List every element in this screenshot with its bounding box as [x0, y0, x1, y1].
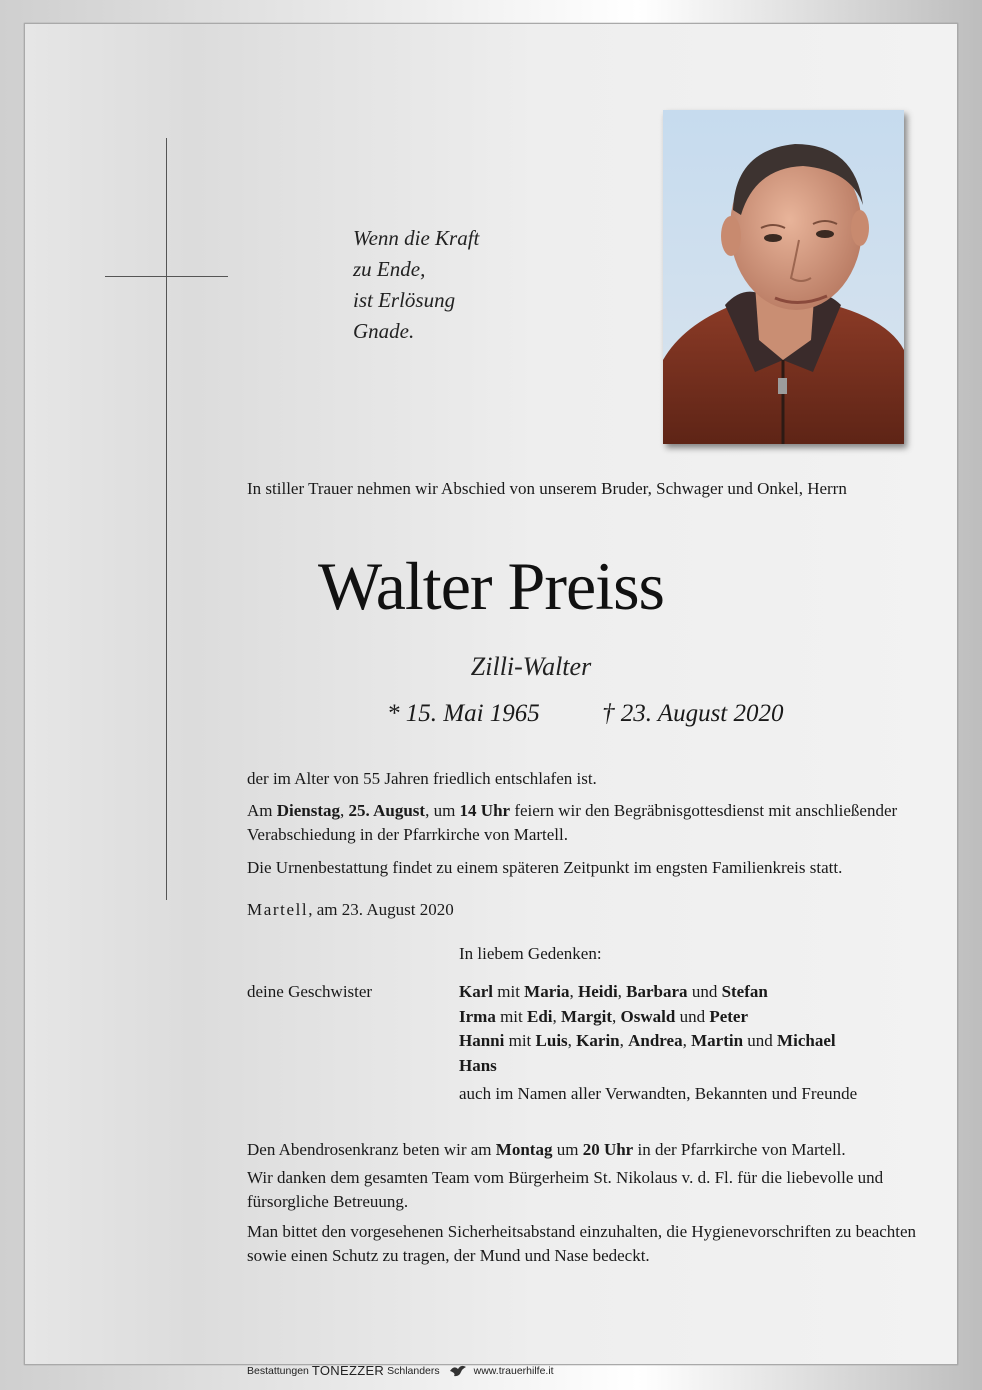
siblings-line: Hans: [459, 1055, 497, 1075]
poem-line: zu Ende,: [353, 257, 426, 281]
intro-text: In stiller Trauer nehmen wir Abschied von unserem Bruder, Schwager und Onkel, Herrn: [247, 479, 847, 498]
footer: [247, 1363, 554, 1378]
cross-horizontal-bar: [105, 276, 228, 277]
footer-url[interactable]: www.trauerhilfe.it: [473, 1364, 554, 1377]
siblings-line: Karl mit Maria, Heidi, Barbara und Stefan: [459, 982, 768, 1001]
footer-brand: TONEZZER: [311, 1363, 385, 1378]
poem-line: ist Erlösung: [353, 288, 456, 312]
deceased-name: Walter Preiss: [318, 548, 664, 624]
thanks-text: Wir danken dem gesamten Team vom Bürgerheim St. Nikolaus v. d. Fl. für die liebevolle und fürsorgliche Betreuung.: [247, 1168, 884, 1211]
poem: [353, 223, 479, 347]
portrait-photo: [663, 110, 904, 444]
place-date: Martell, am 23. August 2020: [247, 900, 454, 919]
poem-line: Wenn die Kraft: [353, 226, 480, 250]
also-line: auch im Namen aller Verwandten, Bekannten und Freunde: [459, 1084, 858, 1103]
siblings-label: deine Geschwister: [247, 982, 373, 1001]
siblings-line: Hanni mit Luis, Karin, Andrea, Martin und Michael: [459, 1031, 836, 1050]
footer-town: Schlanders: [387, 1364, 440, 1377]
urn-info: Die Urnenbestattung findet zu einem späteren Zeitpunkt im engsten Familienkreis statt.: [247, 858, 843, 877]
footer-prefix: Bestattungen: [247, 1364, 309, 1377]
siblings-list: [459, 980, 836, 1078]
safety-text: Man bittet den vorgesehenen Sicherheitsabstand einzuhalten, die Hygienevorschriften zu beachten sowie einen Schutz zu tragen, der Mund und Nase bedeckt.: [247, 1222, 917, 1265]
siblings-line: Irma mit Edi, Margit, Oswald und Peter: [459, 1006, 748, 1026]
nickname-text: Zilli-Walter: [470, 652, 592, 681]
age-line: der im Alter von 55 Jahren friedlich entschlafen ist.: [247, 769, 597, 788]
rosary-info: Den Abendrosenkranz beten wir am Montag um 20 Uhr in der Pfarrkirche von Martell.: [247, 1140, 846, 1159]
poem-line: Gnade.: [353, 319, 415, 343]
death-date: † 23. August 2020: [602, 700, 784, 727]
memory-line: In liebem Gedenken:: [459, 944, 602, 963]
cross-vertical-bar: [166, 138, 167, 900]
birth-date: * 15. Mai 1965: [387, 700, 540, 727]
funeral-info: Am Dienstag, 25. August, um 14 Uhr feiern wir den Begräbnisgottesdienst mit anschließender Verabschiedung in der Pfarrkirche von Martell.: [247, 801, 898, 844]
dove-logo-icon: [448, 1364, 468, 1378]
nickname: [25, 652, 957, 682]
obituary-card: [24, 23, 958, 1378]
